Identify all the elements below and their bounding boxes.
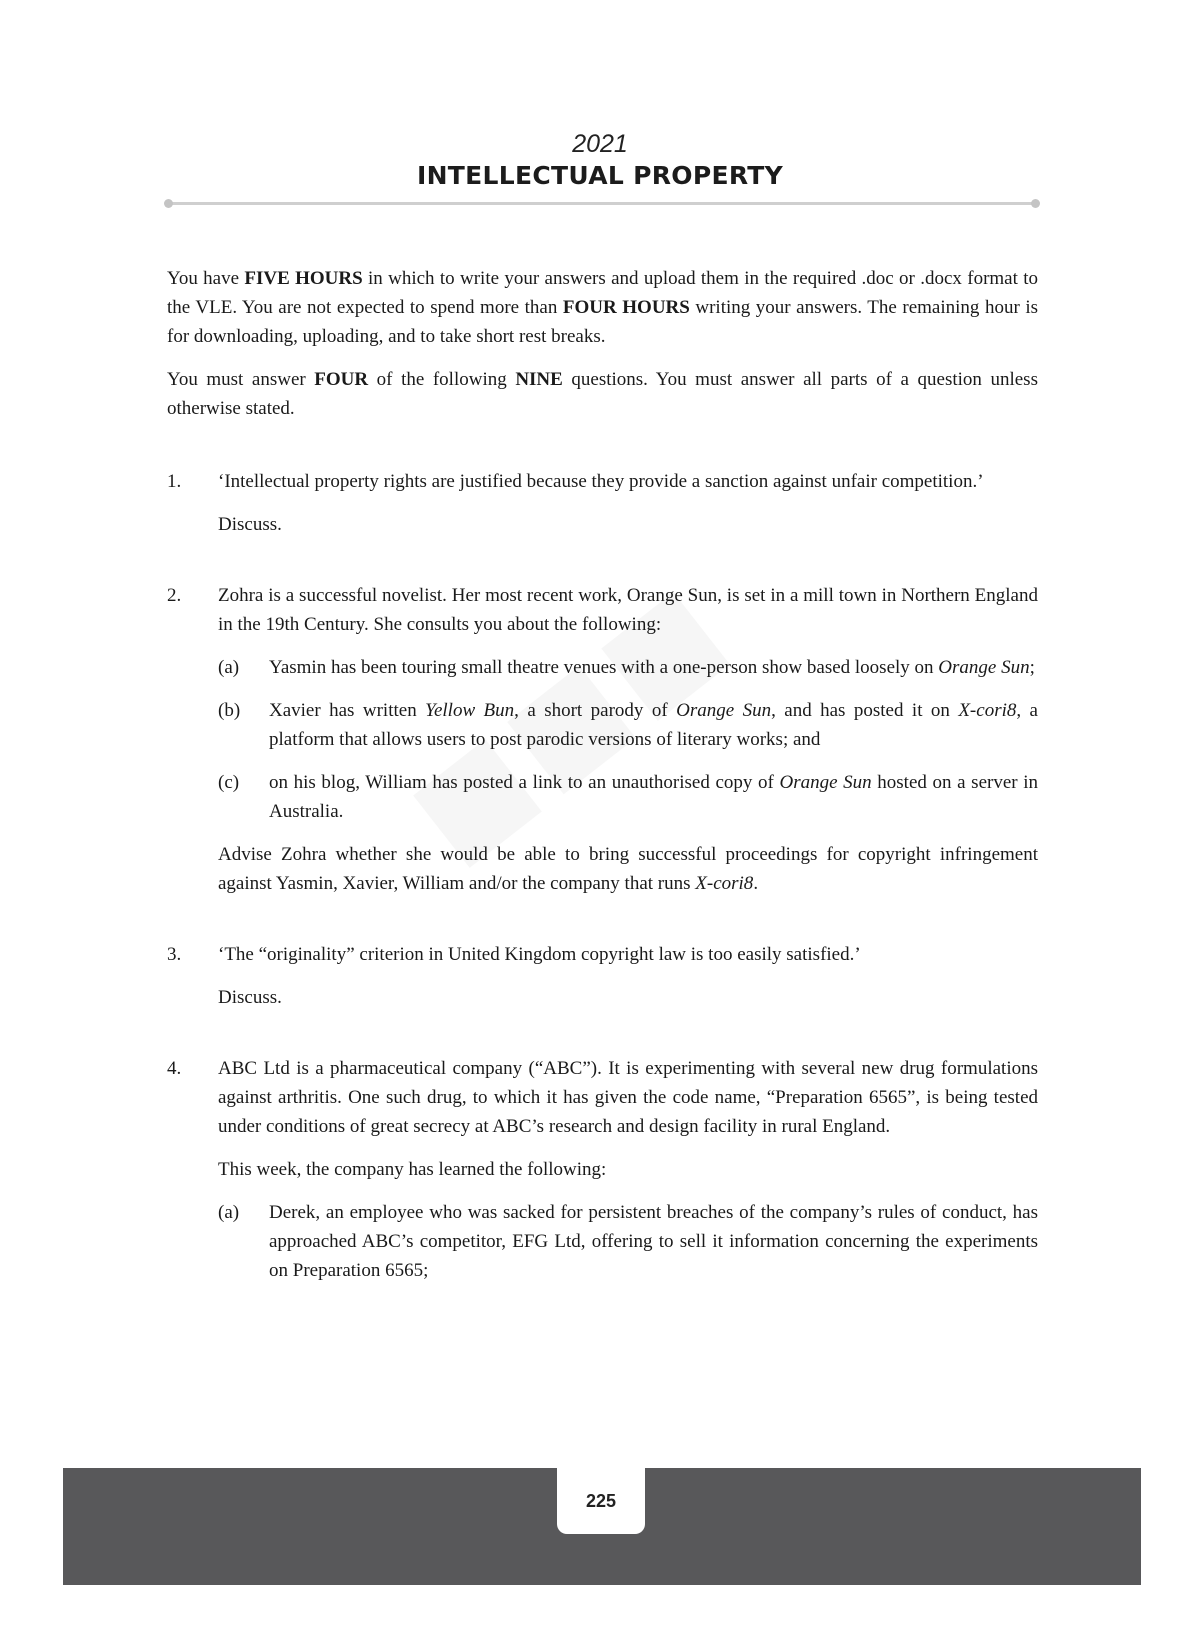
sub-question-a [218, 653, 1038, 682]
sub-question-a [218, 1198, 1038, 1285]
text-run: , a short parody of [514, 700, 677, 721]
italic-text: Orange Sun [676, 700, 772, 721]
bold-text: NINE [515, 369, 563, 390]
text-run: , a platform that allows users to post parodic versions of literary works; and [269, 700, 1038, 750]
question-text: ‘Intellectual property rights are justified because they provide a sanction against unfair competition.’ [218, 471, 984, 492]
question-number: 4. [167, 1058, 182, 1079]
question-3 [167, 940, 1038, 1012]
question-1 [167, 467, 1038, 539]
question-text: ‘The “originality” criterion in United Kingdom copyright law is too easily satisfied.’ [218, 944, 861, 965]
italic-text: X-cori8 [695, 873, 754, 894]
question-number: 2. [167, 585, 182, 606]
page-header [0, 128, 1200, 192]
sub-question-label: (c) [218, 772, 240, 793]
exam-content [167, 264, 1038, 1285]
text-run: hosted on a server in Australia. [269, 772, 1038, 822]
instructions-paragraph-1 [167, 264, 1038, 351]
italic-text: Orange Sun [779, 772, 872, 793]
advise-text [218, 840, 1038, 898]
page-number: 225 [557, 1468, 645, 1534]
sub-question-text [269, 653, 1038, 682]
bold-text: FOUR [314, 369, 369, 390]
italic-text: Yellow Bun [425, 700, 515, 721]
instructions-paragraph-2 [167, 365, 1038, 423]
sub-question-c [218, 768, 1038, 826]
exam-year: 2021 [572, 130, 628, 158]
header-divider [168, 202, 1036, 205]
text-run: Advise Zohra whether she would be able to bring successful proceedings for copyright infringement against Yasmin, Xavier, William and/or the company that runs [218, 844, 1038, 894]
italic-text: Orange Sun [938, 657, 1030, 678]
discuss-label: Discuss. [218, 514, 282, 535]
question-text: Zohra is a successful novelist. Her most recent work, Orange Sun, is set in a mill town in Northern England in the 19th Century. She consults you about the following: [218, 585, 1038, 635]
discuss-label: Discuss. [218, 987, 282, 1008]
sub-question-label: (a) [218, 1202, 240, 1223]
question-number: 1. [167, 471, 182, 492]
question-text: ABC Ltd is a pharmaceutical company (“ABC”). It is experimenting with several new drug formulations against arthritis. One such drug, to which it has given the code name, “Preparation 6565”, is being tested under conditions of great secrecy at ABC’s research and design facility in rural England. [218, 1058, 1038, 1137]
text-run: questions. You must answer all parts of a question unless otherwise stated. [167, 369, 1038, 419]
question-2 [167, 581, 1038, 898]
page-title: INTELLECTUAL PROPERTY [416, 161, 784, 190]
text-run: in which to write your answers and upload them in the required .doc or .docx format to the VLE. You are not expected to spend more than [167, 268, 1038, 318]
text-run: ; [1029, 657, 1035, 678]
question-4 [167, 1054, 1038, 1285]
text-run: writing your answers. The remaining hour is for downloading, uploading, and to take short rest breaks. [167, 297, 1038, 347]
sub-question-text [269, 768, 1038, 826]
italic-text: X-cori8 [958, 700, 1017, 721]
text-run: of the following [368, 369, 516, 390]
bold-text: FOUR HOURS [562, 297, 690, 318]
sub-question-text: Derek, an employee who was sacked for persistent breaches of the company’s rules of conduct, has approached ABC’s competitor, EFG Ltd, offering to sell it information concerning the experiments on Preparation 6565; [269, 1202, 1038, 1281]
text-run: Xavier has written [269, 700, 426, 721]
learned-text: This week, the company has learned the following: [218, 1159, 607, 1180]
bold-text: FIVE HOURS [244, 268, 363, 289]
text-run: You have [167, 268, 245, 289]
sub-question-label: (a) [218, 657, 240, 678]
text-run: , and has posted it on [771, 700, 959, 721]
sub-question-text [269, 696, 1038, 754]
text-run: Yasmin has been touring small theatre venues with a one-person show based loosely on [269, 657, 939, 678]
text-run: . [753, 873, 759, 894]
question-number: 3. [167, 944, 182, 965]
sub-question-b [218, 696, 1038, 754]
text-run: on his blog, William has posted a link to an unauthorised copy of [269, 772, 780, 793]
text-run: You must answer [167, 369, 315, 390]
sub-question-label: (b) [218, 700, 241, 721]
